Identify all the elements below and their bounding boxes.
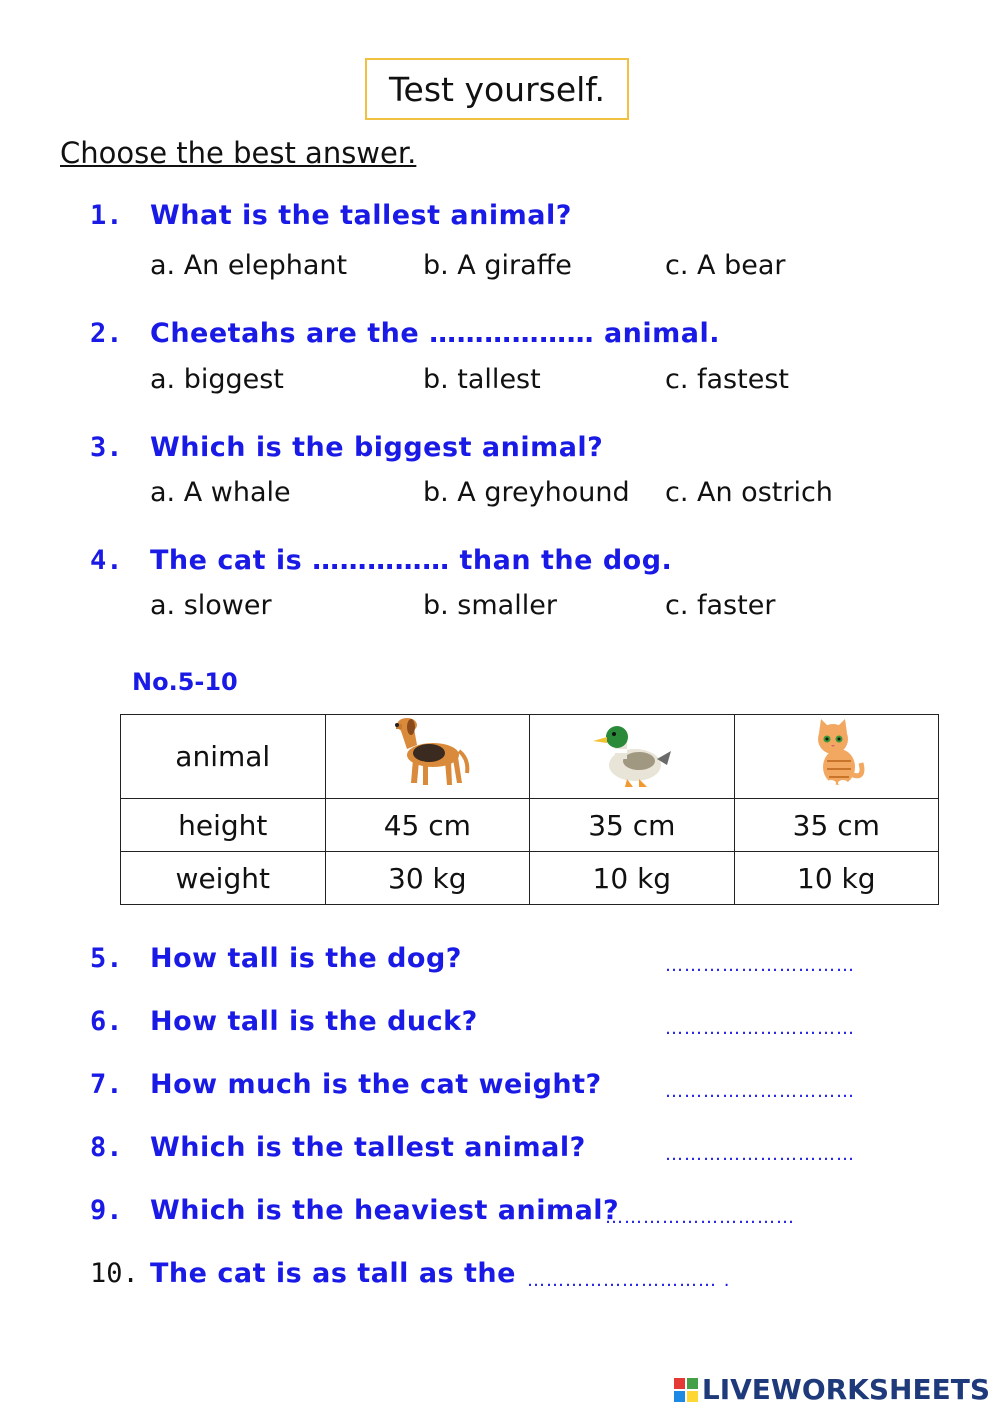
option-c[interactable]: c. A bear — [665, 250, 786, 281]
question-text: The cat is …………… than the dog. — [150, 545, 673, 576]
dog-height: 45 cm — [325, 799, 530, 852]
animal-table — [120, 714, 939, 905]
question-3 — [90, 432, 603, 463]
question-6 — [90, 1006, 478, 1037]
liveworksheets-logo — [674, 1373, 990, 1406]
option-a[interactable]: a. biggest — [150, 364, 284, 395]
question-number: 10. — [90, 1258, 139, 1289]
question-text: Which is the tallest animal? — [150, 1132, 586, 1163]
option-b[interactable]: b. A greyhound — [423, 477, 630, 508]
option-a[interactable]: a. An elephant — [150, 250, 348, 281]
question-number: 6. — [90, 1006, 123, 1037]
row-label-weight: weight — [121, 852, 326, 905]
cat-icon — [801, 715, 871, 791]
logo-text: LIVEWORKSHEETS — [701, 1373, 990, 1406]
question-number: 4. — [90, 545, 123, 576]
duck-height: 35 cm — [530, 799, 735, 852]
question-number: 2. — [90, 318, 123, 349]
duck-icon — [587, 715, 677, 791]
dog-weight: 30 kg — [325, 852, 530, 905]
question-text: What is the tallest animal? — [150, 200, 572, 231]
question-number: 1. — [90, 200, 123, 231]
question-text: How tall is the duck? — [150, 1006, 478, 1037]
page-title: Test yourself. — [388, 69, 606, 109]
table-row — [121, 852, 939, 905]
option-a[interactable]: a. A whale — [150, 477, 291, 508]
answer-blank[interactable]: ………………………… — [665, 1144, 855, 1165]
answer-blank[interactable]: ………………………… — [665, 1081, 855, 1102]
logo-icon — [674, 1378, 698, 1402]
duck-weight: 10 kg — [530, 852, 735, 905]
question-text: How much is the cat weight? — [150, 1069, 602, 1100]
question-8 — [90, 1132, 586, 1163]
question-text: How tall is the dog? — [150, 943, 462, 974]
row-label-height: height — [121, 799, 326, 852]
answer-blank[interactable]: ………………………… — [665, 955, 855, 976]
question-text: The cat is as tall as the — [150, 1258, 516, 1289]
cat-height: 35 cm — [734, 799, 938, 852]
dog-icon — [377, 715, 477, 791]
option-b[interactable]: b. A giraffe — [423, 250, 572, 281]
title-box — [365, 58, 629, 120]
question-text: Cheetahs are the ……………… animal. — [150, 318, 721, 349]
cat-image — [734, 715, 938, 799]
option-a[interactable]: a. slower — [150, 590, 272, 621]
option-b[interactable]: b. smaller — [423, 590, 557, 621]
question-10 — [90, 1258, 516, 1289]
question-number: 5. — [90, 943, 123, 974]
cat-weight: 10 kg — [734, 852, 938, 905]
option-c[interactable]: c. fastest — [665, 364, 789, 395]
question-9 — [90, 1195, 619, 1226]
dog-image — [325, 715, 530, 799]
answer-blank[interactable]: ………………………… — [605, 1207, 795, 1228]
table-row — [121, 799, 939, 852]
row-label-animal: animal — [121, 715, 326, 799]
question-number: 8. — [90, 1132, 123, 1163]
section-label: No.5-10 — [132, 668, 238, 696]
question-number: 9. — [90, 1195, 123, 1226]
answer-blank[interactable]: ………………………… . — [527, 1270, 731, 1291]
question-5 — [90, 943, 462, 974]
question-1 — [90, 200, 572, 231]
duck-image — [530, 715, 735, 799]
question-4 — [90, 545, 672, 576]
question-text: Which is the biggest animal? — [150, 432, 604, 463]
option-c[interactable]: c. faster — [665, 590, 776, 621]
answer-blank[interactable]: ………………………… — [665, 1018, 855, 1039]
question-number: 3. — [90, 432, 123, 463]
question-2 — [90, 318, 720, 349]
table-row — [121, 715, 939, 799]
question-7 — [90, 1069, 602, 1100]
option-b[interactable]: b. tallest — [423, 364, 541, 395]
question-text: Which is the heaviest animal? — [150, 1195, 620, 1226]
question-number: 7. — [90, 1069, 123, 1100]
option-c[interactable]: c. An ostrich — [665, 477, 833, 508]
instruction: Choose the best answer. — [60, 136, 417, 170]
